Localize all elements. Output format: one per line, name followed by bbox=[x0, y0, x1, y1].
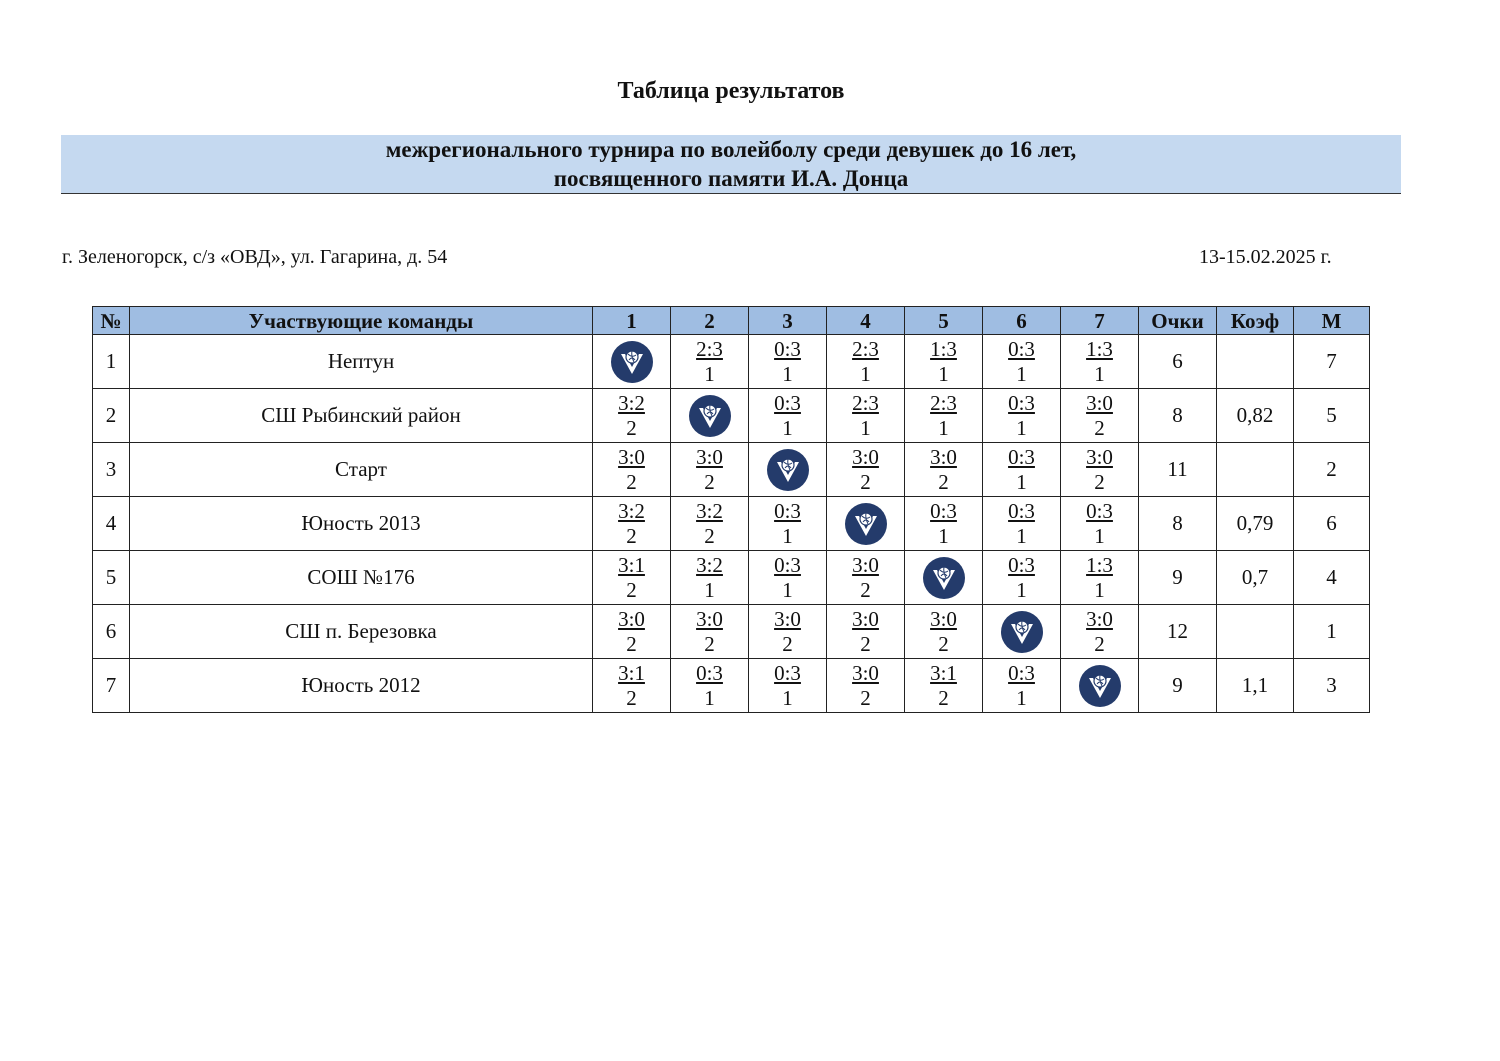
team-points: 9 bbox=[1139, 551, 1217, 605]
team-coef: 1,1 bbox=[1217, 659, 1294, 713]
match-result-cell bbox=[1061, 551, 1139, 605]
match-score: 0:3 bbox=[774, 498, 801, 523]
match-score: 3:0 bbox=[1086, 390, 1113, 415]
match-points: 2 bbox=[938, 469, 949, 494]
match-points: 2 bbox=[1094, 469, 1105, 494]
match-score: 3:0 bbox=[1086, 606, 1113, 631]
match-score: 0:3 bbox=[1008, 552, 1035, 577]
match-result-cell bbox=[827, 659, 905, 713]
match-result-cell bbox=[593, 443, 671, 497]
match-points: 2 bbox=[626, 631, 637, 656]
team-points: 12 bbox=[1139, 605, 1217, 659]
match-result-cell bbox=[1061, 389, 1139, 443]
match-result-cell bbox=[905, 497, 983, 551]
match-points: 1 bbox=[782, 685, 793, 710]
match-result-cell bbox=[905, 659, 983, 713]
match-points: 1 bbox=[1016, 685, 1027, 710]
match-result-cell bbox=[905, 605, 983, 659]
table-row bbox=[93, 389, 1370, 443]
match-score: 2:3 bbox=[852, 336, 879, 361]
row-num: 1 bbox=[93, 335, 130, 389]
volleyball-logo-icon bbox=[749, 448, 826, 492]
match-points: 2 bbox=[938, 631, 949, 656]
match-points: 2 bbox=[704, 631, 715, 656]
match-result-cell bbox=[671, 335, 749, 389]
match-points: 1 bbox=[1094, 523, 1105, 548]
self-match-cell bbox=[749, 443, 827, 497]
team-coef: 0,82 bbox=[1217, 389, 1294, 443]
match-points: 1 bbox=[860, 361, 871, 386]
match-score: 3:0 bbox=[696, 606, 723, 631]
match-points: 2 bbox=[1094, 631, 1105, 656]
team-name: Юность 2012 bbox=[130, 659, 593, 713]
match-points: 1 bbox=[782, 577, 793, 602]
match-result-cell bbox=[749, 551, 827, 605]
row-num: 7 bbox=[93, 659, 130, 713]
match-points: 1 bbox=[704, 685, 715, 710]
match-score: 0:3 bbox=[1086, 498, 1113, 523]
match-score: 2:3 bbox=[930, 390, 957, 415]
match-points: 2 bbox=[860, 685, 871, 710]
table-row bbox=[93, 335, 1370, 389]
match-score: 0:3 bbox=[1008, 498, 1035, 523]
match-score: 3:0 bbox=[852, 606, 879, 631]
header-team: Участвующие команды bbox=[130, 307, 593, 335]
match-score: 3:1 bbox=[618, 660, 645, 685]
team-coef: 0,7 bbox=[1217, 551, 1294, 605]
team-name: СШ п. Березовка bbox=[130, 605, 593, 659]
match-score: 3:0 bbox=[930, 606, 957, 631]
match-result-cell bbox=[749, 389, 827, 443]
match-result-cell bbox=[749, 659, 827, 713]
match-points: 2 bbox=[626, 415, 637, 440]
header-coef: Коэф bbox=[1217, 307, 1294, 335]
match-result-cell bbox=[905, 443, 983, 497]
tournament-subtitle bbox=[61, 135, 1401, 194]
match-result-cell bbox=[983, 443, 1061, 497]
team-points: 9 bbox=[1139, 659, 1217, 713]
match-result-cell bbox=[905, 335, 983, 389]
match-score: 0:3 bbox=[774, 336, 801, 361]
match-result-cell bbox=[671, 551, 749, 605]
match-score: 0:3 bbox=[774, 552, 801, 577]
team-coef bbox=[1217, 443, 1294, 497]
header-row bbox=[93, 307, 1370, 335]
match-score: 0:3 bbox=[1008, 390, 1035, 415]
team-place: 4 bbox=[1294, 551, 1370, 605]
match-points: 1 bbox=[938, 361, 949, 386]
match-score: 3:0 bbox=[618, 444, 645, 469]
volleyball-logo-icon bbox=[671, 394, 748, 438]
match-result-cell bbox=[983, 389, 1061, 443]
header-col-6: 6 bbox=[983, 307, 1061, 335]
match-result-cell bbox=[1061, 335, 1139, 389]
team-points: 8 bbox=[1139, 497, 1217, 551]
self-match-cell bbox=[905, 551, 983, 605]
match-points: 2 bbox=[1094, 415, 1105, 440]
match-points: 1 bbox=[860, 415, 871, 440]
match-points: 2 bbox=[626, 523, 637, 548]
team-place: 7 bbox=[1294, 335, 1370, 389]
match-result-cell bbox=[593, 659, 671, 713]
match-points: 1 bbox=[1016, 577, 1027, 602]
match-score: 3:1 bbox=[930, 660, 957, 685]
match-result-cell bbox=[671, 443, 749, 497]
match-score: 0:3 bbox=[696, 660, 723, 685]
match-points: 2 bbox=[860, 469, 871, 494]
match-score: 3:0 bbox=[618, 606, 645, 631]
row-num: 5 bbox=[93, 551, 130, 605]
table-row bbox=[93, 551, 1370, 605]
match-score: 3:0 bbox=[774, 606, 801, 631]
match-points: 1 bbox=[1016, 523, 1027, 548]
match-points: 1 bbox=[1094, 577, 1105, 602]
match-score: 1:3 bbox=[1086, 552, 1113, 577]
header-num: № bbox=[93, 307, 130, 335]
match-result-cell bbox=[827, 551, 905, 605]
match-points: 1 bbox=[938, 415, 949, 440]
header-col-3: 3 bbox=[749, 307, 827, 335]
match-result-cell bbox=[1061, 497, 1139, 551]
match-score: 0:3 bbox=[930, 498, 957, 523]
match-points: 2 bbox=[938, 685, 949, 710]
results-table bbox=[92, 306, 1370, 713]
row-num: 3 bbox=[93, 443, 130, 497]
table-row bbox=[93, 659, 1370, 713]
match-score: 0:3 bbox=[1008, 336, 1035, 361]
self-match-cell bbox=[1061, 659, 1139, 713]
match-result-cell bbox=[827, 335, 905, 389]
match-score: 3:0 bbox=[852, 444, 879, 469]
match-result-cell bbox=[749, 497, 827, 551]
team-place: 6 bbox=[1294, 497, 1370, 551]
match-points: 1 bbox=[1094, 361, 1105, 386]
team-place: 2 bbox=[1294, 443, 1370, 497]
match-points: 1 bbox=[704, 577, 715, 602]
match-result-cell bbox=[983, 497, 1061, 551]
match-score: 3:2 bbox=[618, 390, 645, 415]
match-points: 2 bbox=[626, 469, 637, 494]
match-points: 2 bbox=[782, 631, 793, 656]
match-result-cell bbox=[983, 551, 1061, 605]
match-score: 3:1 bbox=[618, 552, 645, 577]
team-name: Нептун bbox=[130, 335, 593, 389]
match-points: 1 bbox=[704, 361, 715, 386]
page-title: Таблица результатов bbox=[617, 78, 845, 104]
match-score: 3:0 bbox=[1086, 444, 1113, 469]
match-result-cell bbox=[827, 443, 905, 497]
match-score: 3:0 bbox=[930, 444, 957, 469]
team-name: Старт bbox=[130, 443, 593, 497]
table-row bbox=[93, 605, 1370, 659]
match-score: 3:0 bbox=[852, 552, 879, 577]
match-score: 2:3 bbox=[852, 390, 879, 415]
match-points: 1 bbox=[1016, 415, 1027, 440]
row-num: 2 bbox=[93, 389, 130, 443]
volleyball-logo-icon bbox=[1061, 664, 1138, 708]
team-points: 6 bbox=[1139, 335, 1217, 389]
table-row bbox=[93, 497, 1370, 551]
match-result-cell bbox=[1061, 605, 1139, 659]
match-points: 1 bbox=[782, 361, 793, 386]
match-points: 2 bbox=[860, 577, 871, 602]
volleyball-logo-icon bbox=[593, 340, 670, 384]
match-score: 3:0 bbox=[852, 660, 879, 685]
match-points: 2 bbox=[860, 631, 871, 656]
header-col-7: 7 bbox=[1061, 307, 1139, 335]
team-name: Юность 2013 bbox=[130, 497, 593, 551]
self-match-cell bbox=[983, 605, 1061, 659]
match-score: 3:2 bbox=[618, 498, 645, 523]
match-score: 1:3 bbox=[1086, 336, 1113, 361]
match-score: 3:0 bbox=[696, 444, 723, 469]
team-name: СШ Рыбинский район bbox=[130, 389, 593, 443]
match-points: 1 bbox=[1016, 469, 1027, 494]
match-score: 2:3 bbox=[696, 336, 723, 361]
match-result-cell bbox=[827, 605, 905, 659]
match-result-cell bbox=[593, 605, 671, 659]
header-col-2: 2 bbox=[671, 307, 749, 335]
team-place: 3 bbox=[1294, 659, 1370, 713]
volleyball-logo-icon bbox=[905, 556, 982, 600]
header-col-5: 5 bbox=[905, 307, 983, 335]
team-coef bbox=[1217, 605, 1294, 659]
team-points: 8 bbox=[1139, 389, 1217, 443]
header-col-4: 4 bbox=[827, 307, 905, 335]
team-place: 5 bbox=[1294, 389, 1370, 443]
team-points: 11 bbox=[1139, 443, 1217, 497]
self-match-cell bbox=[593, 335, 671, 389]
venue-location: г. Зеленогорск, с/з «ОВД», ул. Гагарина, д. 54 bbox=[62, 246, 448, 268]
match-points: 2 bbox=[704, 469, 715, 494]
team-coef: 0,79 bbox=[1217, 497, 1294, 551]
subtitle-line-1: межрегионального турнира по волейболу среди девушек до 16 лет, bbox=[385, 137, 1077, 162]
match-score: 0:3 bbox=[1008, 444, 1035, 469]
team-name: СОШ №176 bbox=[130, 551, 593, 605]
match-score: 0:3 bbox=[774, 390, 801, 415]
match-result-cell bbox=[671, 605, 749, 659]
match-points: 2 bbox=[626, 685, 637, 710]
match-points: 2 bbox=[704, 523, 715, 548]
match-score: 3:2 bbox=[696, 498, 723, 523]
match-score: 0:3 bbox=[1008, 660, 1035, 685]
match-result-cell bbox=[983, 335, 1061, 389]
match-result-cell bbox=[905, 389, 983, 443]
match-result-cell bbox=[983, 659, 1061, 713]
match-points: 1 bbox=[782, 415, 793, 440]
subtitle-line-2: посвященного памяти И.А. Донца bbox=[553, 166, 909, 191]
self-match-cell bbox=[671, 389, 749, 443]
match-result-cell bbox=[749, 605, 827, 659]
volleyball-logo-icon bbox=[827, 502, 904, 546]
match-result-cell bbox=[827, 389, 905, 443]
match-result-cell bbox=[749, 335, 827, 389]
row-num: 6 bbox=[93, 605, 130, 659]
self-match-cell bbox=[827, 497, 905, 551]
table-row bbox=[93, 443, 1370, 497]
match-score: 3:2 bbox=[696, 552, 723, 577]
match-result-cell bbox=[671, 659, 749, 713]
match-result-cell bbox=[1061, 443, 1139, 497]
header-place: М bbox=[1294, 307, 1370, 335]
match-points: 1 bbox=[782, 523, 793, 548]
match-result-cell bbox=[593, 389, 671, 443]
match-result-cell bbox=[593, 551, 671, 605]
match-points: 1 bbox=[938, 523, 949, 548]
match-result-cell bbox=[671, 497, 749, 551]
row-num: 4 bbox=[93, 497, 130, 551]
header-points: Очки bbox=[1139, 307, 1217, 335]
match-points: 2 bbox=[626, 577, 637, 602]
match-points: 1 bbox=[1016, 361, 1027, 386]
match-score: 1:3 bbox=[930, 336, 957, 361]
volleyball-logo-icon bbox=[983, 610, 1060, 654]
team-coef bbox=[1217, 335, 1294, 389]
header-col-1: 1 bbox=[593, 307, 671, 335]
team-place: 1 bbox=[1294, 605, 1370, 659]
match-score: 0:3 bbox=[774, 660, 801, 685]
tournament-dates: 13-15.02.2025 г. bbox=[1199, 246, 1332, 268]
match-result-cell bbox=[593, 497, 671, 551]
